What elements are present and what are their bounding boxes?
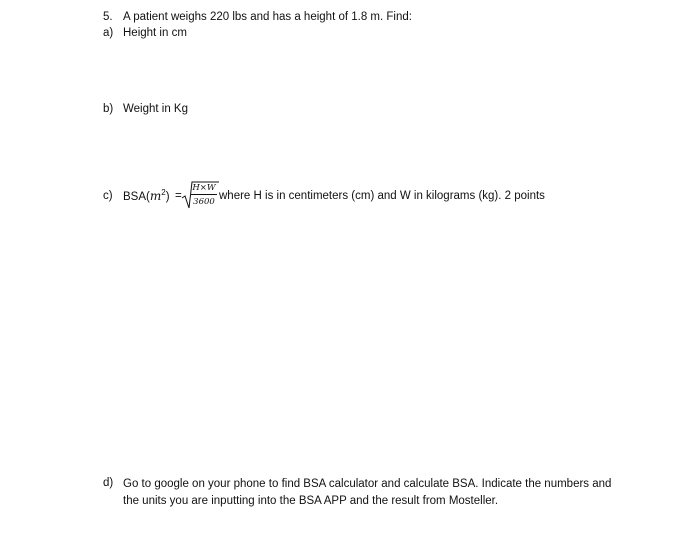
bsa-prefix: BSA( bbox=[123, 191, 150, 203]
fraction-numerator: H×W bbox=[192, 183, 216, 193]
part-a bbox=[103, 26, 663, 40]
part-a-label: a) bbox=[103, 27, 114, 39]
fraction-denominator: 3600 bbox=[193, 197, 215, 207]
bsa-unit-var: m bbox=[149, 189, 162, 203]
part-d-text: Go to google on your phone to find BSA calculator and calculate BSA. Indicate the numbers and the units you are inputting into the BSA APP and the result from Mosteller. bbox=[123, 478, 612, 507]
question-text: A patient weighs 220 lbs and has a height of 1.8 m. Find: bbox=[123, 11, 412, 23]
question-header bbox=[103, 10, 663, 24]
bsa-formula-lhs bbox=[123, 189, 170, 204]
bsa-unit-exponent: 2 bbox=[161, 188, 166, 197]
part-c-label: c) bbox=[103, 190, 113, 202]
part-b-text: Weight in Kg bbox=[123, 103, 188, 115]
bsa-suffix: ) bbox=[165, 191, 170, 203]
part-d bbox=[103, 476, 643, 508]
part-c bbox=[103, 180, 663, 212]
part-c-description: where H is in centimeters (cm) and W in kilograms (kg). 2 points bbox=[219, 190, 545, 202]
part-a-text: Height in cm bbox=[123, 27, 187, 39]
part-d-label: d) bbox=[103, 477, 114, 489]
part-b-label: b) bbox=[103, 103, 114, 115]
fraction-bar bbox=[191, 194, 217, 195]
part-b bbox=[103, 102, 663, 116]
equals-sign: = bbox=[175, 190, 182, 202]
question-number: 5. bbox=[103, 11, 113, 23]
